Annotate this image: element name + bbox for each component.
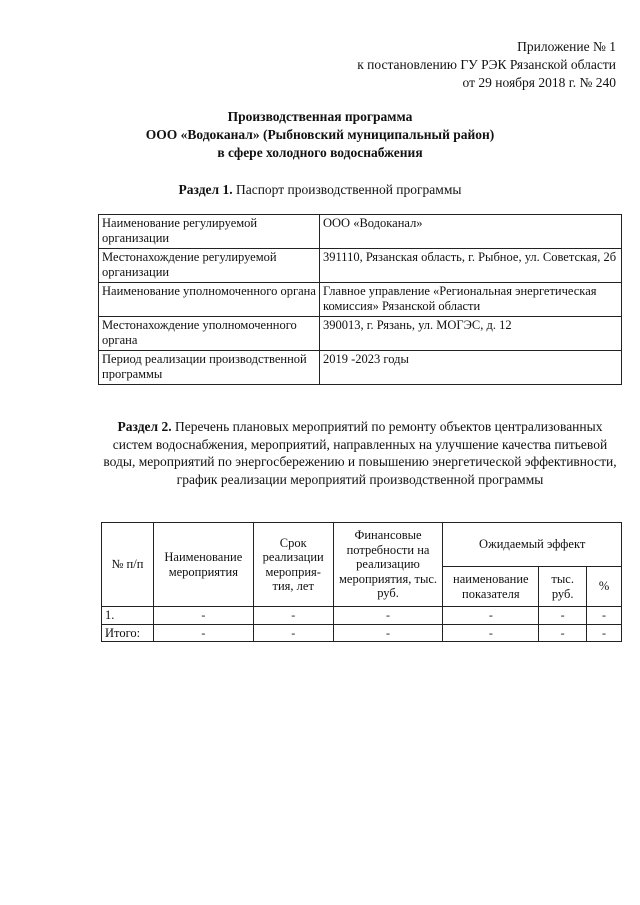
cell-thous: - xyxy=(539,607,587,625)
table-row xyxy=(102,607,622,625)
passport-key: Период реализации производственной программы xyxy=(99,351,320,385)
header-finance: Финансовые потребности на реализацию мероприятия, тыс. руб. xyxy=(333,523,443,607)
cell-indicator: - xyxy=(443,607,539,625)
cell-thous: - xyxy=(539,624,587,642)
table-header-row xyxy=(102,523,622,567)
title-line-2: ООО «Водоканал» (Рыбновский муниципальный район) xyxy=(145,127,495,142)
passport-value: Главное управление «Региональная энергетическая комиссия» Рязанской области xyxy=(320,283,622,317)
appendix-line-1: Приложение № 1 xyxy=(517,39,616,54)
cell-finance: - xyxy=(333,607,443,625)
passport-key: Наименование уполномоченного органа xyxy=(99,283,320,317)
section2-heading xyxy=(100,418,620,488)
cell-name: - xyxy=(153,607,253,625)
section1-label: Раздел 1. xyxy=(178,182,233,197)
passport-value: ООО «Водоканал» xyxy=(320,215,622,249)
passport-value: 391110, Рязанская область, г. Рыбное, ул. Советская, 2б xyxy=(320,249,622,283)
cell-finance: - xyxy=(333,624,443,642)
appendix-line-3: от 29 ноября 2018 г. № 240 xyxy=(462,75,616,90)
appendix-line-2: к постановлению ГУ РЭК Рязанской области xyxy=(357,57,616,72)
passport-key: Местонахождение регулируемой организации xyxy=(99,249,320,283)
cell-term: - xyxy=(253,624,333,642)
table-row xyxy=(102,624,622,642)
section1-heading xyxy=(0,181,640,199)
header-name: Наименование мероприятия xyxy=(153,523,253,607)
table-row xyxy=(99,215,622,249)
section1-text: Паспорт производственной программы xyxy=(232,182,462,197)
cell-term: - xyxy=(253,607,333,625)
section2-label: Раздел 2. xyxy=(117,419,172,434)
cell-percent: - xyxy=(587,607,622,625)
header-percent: % xyxy=(587,567,622,607)
header-num: № п/п xyxy=(102,523,154,607)
cell-percent: - xyxy=(587,624,622,642)
cell-name: - xyxy=(153,624,253,642)
title-line-3: в сфере холодного водоснабжения xyxy=(217,145,423,160)
document-title xyxy=(0,108,640,162)
table-row xyxy=(99,351,622,385)
appendix-block xyxy=(357,38,616,92)
header-effect: Ожидаемый эффект xyxy=(443,523,622,567)
title-line-1: Производственная программа xyxy=(227,109,413,124)
passport-key: Местонахождение уполномоченного органа xyxy=(99,317,320,351)
header-term: Срок реализации мероприя-тия, лет xyxy=(253,523,333,607)
table-row xyxy=(99,249,622,283)
table-row xyxy=(99,283,622,317)
passport-key: Наименование регулируемой организации xyxy=(99,215,320,249)
cell-indicator: - xyxy=(443,624,539,642)
header-thous: тыс. руб. xyxy=(539,567,587,607)
plan-table xyxy=(101,522,622,642)
cell-num: Итого: xyxy=(102,624,154,642)
cell-num: 1. xyxy=(102,607,154,625)
passport-table xyxy=(98,214,622,385)
header-indicator: наименование показателя xyxy=(443,567,539,607)
passport-value: 2019 -2023 годы xyxy=(320,351,622,385)
passport-value: 390013, г. Рязань, ул. МОГЭС, д. 12 xyxy=(320,317,622,351)
table-row xyxy=(99,317,622,351)
section2-text: Перечень плановых мероприятий по ремонту объектов централизованных систем водоснабжения, мероприятий, направленных на улучшение качества питьевой воды, мероприятий по энергосбережению и повышению энергетической эффективности, график реализации мероприятий производственной программы xyxy=(103,419,617,487)
